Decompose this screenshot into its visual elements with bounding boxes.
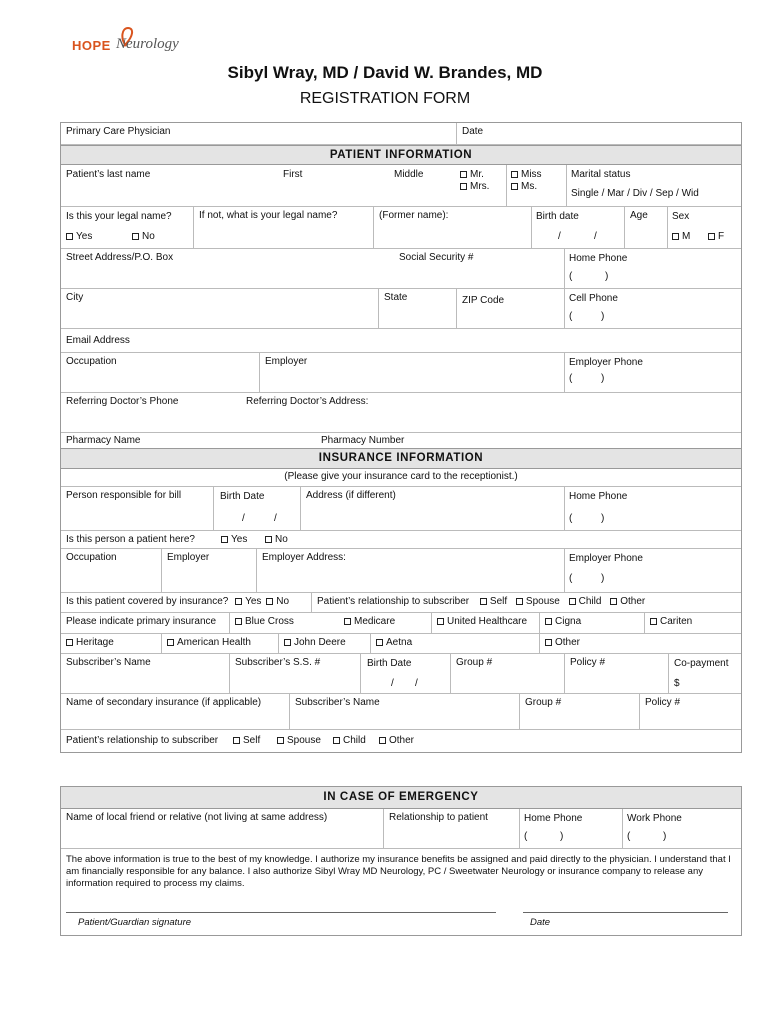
occupation-row bbox=[61, 353, 741, 393]
checkbox-icon bbox=[480, 598, 487, 605]
covered-field[interactable]: Is this patient covered by insurance? Yes No bbox=[66, 596, 290, 607]
covered-row bbox=[61, 593, 741, 613]
employer-phone-field[interactable]: Employer Phone ( ) bbox=[564, 353, 741, 392]
last-name-field[interactable]: Patient’s last name First Middle bbox=[66, 169, 424, 180]
occupation-field[interactable]: Occupation bbox=[66, 356, 117, 367]
city-field[interactable]: City bbox=[66, 292, 84, 303]
referring-phone-field[interactable]: Referring Doctor’s Phone bbox=[66, 396, 179, 407]
doctors-title: Sibyl Wray, MD / David W. Brandes, MD bbox=[227, 63, 543, 82]
marital-status-field[interactable]: Marital status Single / Mar / Div / Sep / Wid bbox=[566, 165, 741, 206]
pcp-field[interactable]: Primary Care Physician bbox=[66, 126, 171, 137]
title-miss-ms[interactable]: Miss Ms. bbox=[506, 165, 566, 206]
emergency-section-header: IN CASE OF EMERGENCY bbox=[61, 787, 741, 809]
checkbox-icon bbox=[460, 171, 467, 178]
referring-address-field[interactable]: Referring Doctor’s Address: bbox=[246, 396, 369, 407]
checkbox-icon bbox=[333, 737, 340, 744]
rel2-other[interactable]: Other bbox=[379, 735, 414, 746]
birth-date-field[interactable]: Birth date / / bbox=[531, 207, 624, 248]
subscriber-name-field[interactable]: Subscriber’s Name bbox=[66, 657, 151, 668]
emergency-work-phone[interactable]: Work Phone ( ) bbox=[622, 809, 741, 848]
subscriber-row bbox=[61, 654, 741, 694]
primary-insurance-label: Please indicate primary insurance bbox=[66, 616, 217, 627]
home-phone-field[interactable]: Home Phone ( ) bbox=[564, 249, 741, 288]
subscriber-ss-field[interactable]: Subscriber’s S.S. # bbox=[229, 654, 360, 693]
pcp-row bbox=[61, 123, 741, 145]
ssn-field[interactable]: Social Security # bbox=[399, 252, 474, 263]
street-row bbox=[61, 249, 741, 289]
responsible-birth-date[interactable]: Birth Date / / bbox=[213, 487, 300, 530]
insurance-note: (Please give your insurance card to the receptionist.) bbox=[61, 469, 741, 487]
former-name-field[interactable]: (Former name): bbox=[373, 207, 531, 248]
rel2-self[interactable]: Self bbox=[233, 735, 260, 746]
emergency-home-phone[interactable]: Home Phone ( ) bbox=[519, 809, 622, 848]
checkbox-icon bbox=[235, 618, 242, 625]
united-healthcare-option[interactable]: United Healthcare bbox=[431, 613, 539, 633]
checkbox-icon bbox=[284, 639, 291, 646]
insurance-section-header: INSURANCE INFORMATION bbox=[61, 449, 741, 469]
signature-date-line[interactable] bbox=[523, 912, 728, 913]
subscriber-birth-date[interactable]: Birth Date / / bbox=[360, 654, 450, 693]
age-field[interactable]: Age bbox=[624, 207, 667, 248]
email-field[interactable]: Email Address bbox=[66, 335, 130, 346]
ins-employer-phone[interactable]: Employer Phone ( ) bbox=[564, 549, 741, 592]
responsible-field[interactable]: Person responsible for bill bbox=[66, 490, 182, 501]
checkbox-icon bbox=[277, 737, 284, 744]
state-field[interactable]: State bbox=[378, 289, 456, 328]
logo-neurology-text: Neurology bbox=[116, 36, 179, 52]
responsible-row bbox=[61, 487, 741, 531]
rel2-child[interactable]: Child bbox=[333, 735, 366, 746]
ins-employer-address[interactable]: Employer Address: bbox=[256, 549, 564, 592]
checkbox-icon bbox=[511, 183, 518, 190]
relationship-field[interactable]: Patient’s relationship to subscriber Self Spouse Child Other bbox=[311, 593, 741, 612]
checkbox-icon bbox=[545, 618, 552, 625]
heritage-option[interactable]: Heritage bbox=[61, 634, 161, 653]
checkbox-icon bbox=[132, 233, 139, 240]
checkbox-icon bbox=[460, 183, 467, 190]
responsible-home-phone[interactable]: Home Phone ( ) bbox=[564, 487, 741, 530]
secondary-subscriber-field[interactable]: Subscriber’s Name bbox=[289, 694, 519, 729]
city-row bbox=[61, 289, 741, 329]
authorization-statement: The above information is true to the best of my knowledge. I authorize my insurance benefits be assigned and paid directly to the physician. I understand that I am financially responsible for any balance. I also authorize Sibyl Wray MD Neurology, PC / Sweetwater Neurology or insurance company to release any information required to process my claims. bbox=[66, 854, 731, 889]
checkbox-icon bbox=[569, 598, 576, 605]
address-different-field[interactable]: Address (if different) bbox=[300, 487, 564, 530]
pharmacy-name-field[interactable]: Pharmacy Name bbox=[66, 435, 141, 446]
checkbox-icon bbox=[167, 639, 174, 646]
cell-phone-field[interactable]: Cell Phone ( ) bbox=[564, 289, 741, 328]
legal-name-row bbox=[61, 207, 741, 249]
is-patient-no[interactable]: No bbox=[265, 534, 288, 545]
signature-date-label: Date bbox=[530, 917, 551, 928]
cariten-option[interactable]: Cariten bbox=[644, 613, 741, 633]
zip-field[interactable]: ZIP Code bbox=[456, 289, 564, 328]
checkbox-icon bbox=[266, 598, 273, 605]
pharmacy-row bbox=[61, 433, 741, 449]
checkbox-icon bbox=[708, 233, 715, 240]
primary-insurance-row-2 bbox=[61, 634, 741, 654]
checkbox-icon bbox=[610, 598, 617, 605]
registration-form bbox=[60, 122, 742, 753]
checkbox-icon bbox=[511, 171, 518, 178]
legal-name-field[interactable]: If not, what is your legal name? bbox=[193, 207, 373, 248]
medicare-option[interactable]: Medicare bbox=[339, 613, 431, 633]
checkbox-icon bbox=[66, 233, 73, 240]
american-health-option[interactable]: American Health bbox=[161, 634, 278, 653]
secondary-insurance-field[interactable]: Name of secondary insurance (if applicable) bbox=[66, 697, 262, 708]
secondary-insurance-row bbox=[61, 694, 741, 730]
employer-field[interactable]: Employer bbox=[259, 353, 564, 392]
secondary-policy-field[interactable]: Policy # bbox=[639, 694, 741, 729]
ins-employer-field[interactable]: Employer bbox=[161, 549, 256, 592]
aetna-option[interactable]: Aetna bbox=[370, 634, 539, 653]
date-field[interactable]: Date bbox=[456, 123, 741, 144]
is-patient-row: Is this person a patient here? Yes No bbox=[61, 531, 741, 549]
referring-row bbox=[61, 393, 741, 433]
form-title: REGISTRATION FORM bbox=[299, 90, 471, 107]
logo-hope-text: HOPE bbox=[72, 38, 111, 53]
rel2-spouse[interactable]: Spouse bbox=[277, 735, 321, 746]
hope-neurology-logo bbox=[72, 26, 212, 56]
street-field[interactable]: Street Address/P.O. Box bbox=[66, 252, 174, 263]
patient-section-header: PATIENT INFORMATION bbox=[61, 145, 741, 165]
checkbox-icon bbox=[650, 618, 657, 625]
checkbox-icon bbox=[379, 737, 386, 744]
group-field[interactable]: Group # bbox=[450, 654, 564, 693]
legal-name-question[interactable]: Is this your legal name? Yes No bbox=[66, 211, 172, 242]
signature-line[interactable] bbox=[66, 912, 496, 913]
other-insurance-option[interactable]: Other bbox=[539, 634, 741, 653]
ins-occupation-row bbox=[61, 549, 741, 593]
checkbox-icon bbox=[66, 639, 73, 646]
checkbox-icon bbox=[437, 618, 444, 625]
checkbox-icon bbox=[672, 233, 679, 240]
secondary-group-field[interactable]: Group # bbox=[519, 694, 639, 729]
blue-cross-option[interactable]: Blue Cross bbox=[229, 613, 339, 633]
policy-field[interactable]: Policy # bbox=[564, 654, 668, 693]
copayment-field[interactable]: Co-payment $ bbox=[668, 654, 741, 693]
checkbox-icon bbox=[545, 639, 552, 646]
checkbox-icon bbox=[233, 737, 240, 744]
is-patient-yes[interactable]: Yes bbox=[221, 534, 247, 545]
cigna-option[interactable]: Cigna bbox=[539, 613, 644, 633]
ins-occupation-field[interactable]: Occupation bbox=[66, 552, 117, 563]
title-mr-mrs[interactable]: Mr. Mrs. bbox=[456, 165, 506, 206]
john-deere-option[interactable]: John Deere bbox=[278, 634, 370, 653]
name-row bbox=[61, 165, 741, 207]
checkbox-icon bbox=[235, 598, 242, 605]
signature-label: Patient/Guardian signature bbox=[78, 917, 192, 928]
checkbox-icon bbox=[221, 536, 228, 543]
email-row bbox=[61, 329, 741, 353]
checkbox-icon bbox=[344, 618, 351, 625]
checkbox-icon bbox=[376, 639, 383, 646]
emergency-row bbox=[61, 809, 741, 849]
pharmacy-number-field[interactable]: Pharmacy Number bbox=[321, 435, 405, 446]
checkbox-icon bbox=[265, 536, 272, 543]
relationship-row-2: Patient’s relationship to subscriber Self Spouse Child Other bbox=[66, 735, 415, 746]
checkbox-icon bbox=[516, 598, 523, 605]
sex-field[interactable]: Sex M F bbox=[667, 207, 741, 248]
emergency-relationship-field[interactable]: Relationship to patient bbox=[383, 809, 519, 848]
primary-insurance-row bbox=[61, 613, 741, 634]
local-contact-field[interactable]: Name of local friend or relative (not living at same address) bbox=[66, 812, 328, 823]
